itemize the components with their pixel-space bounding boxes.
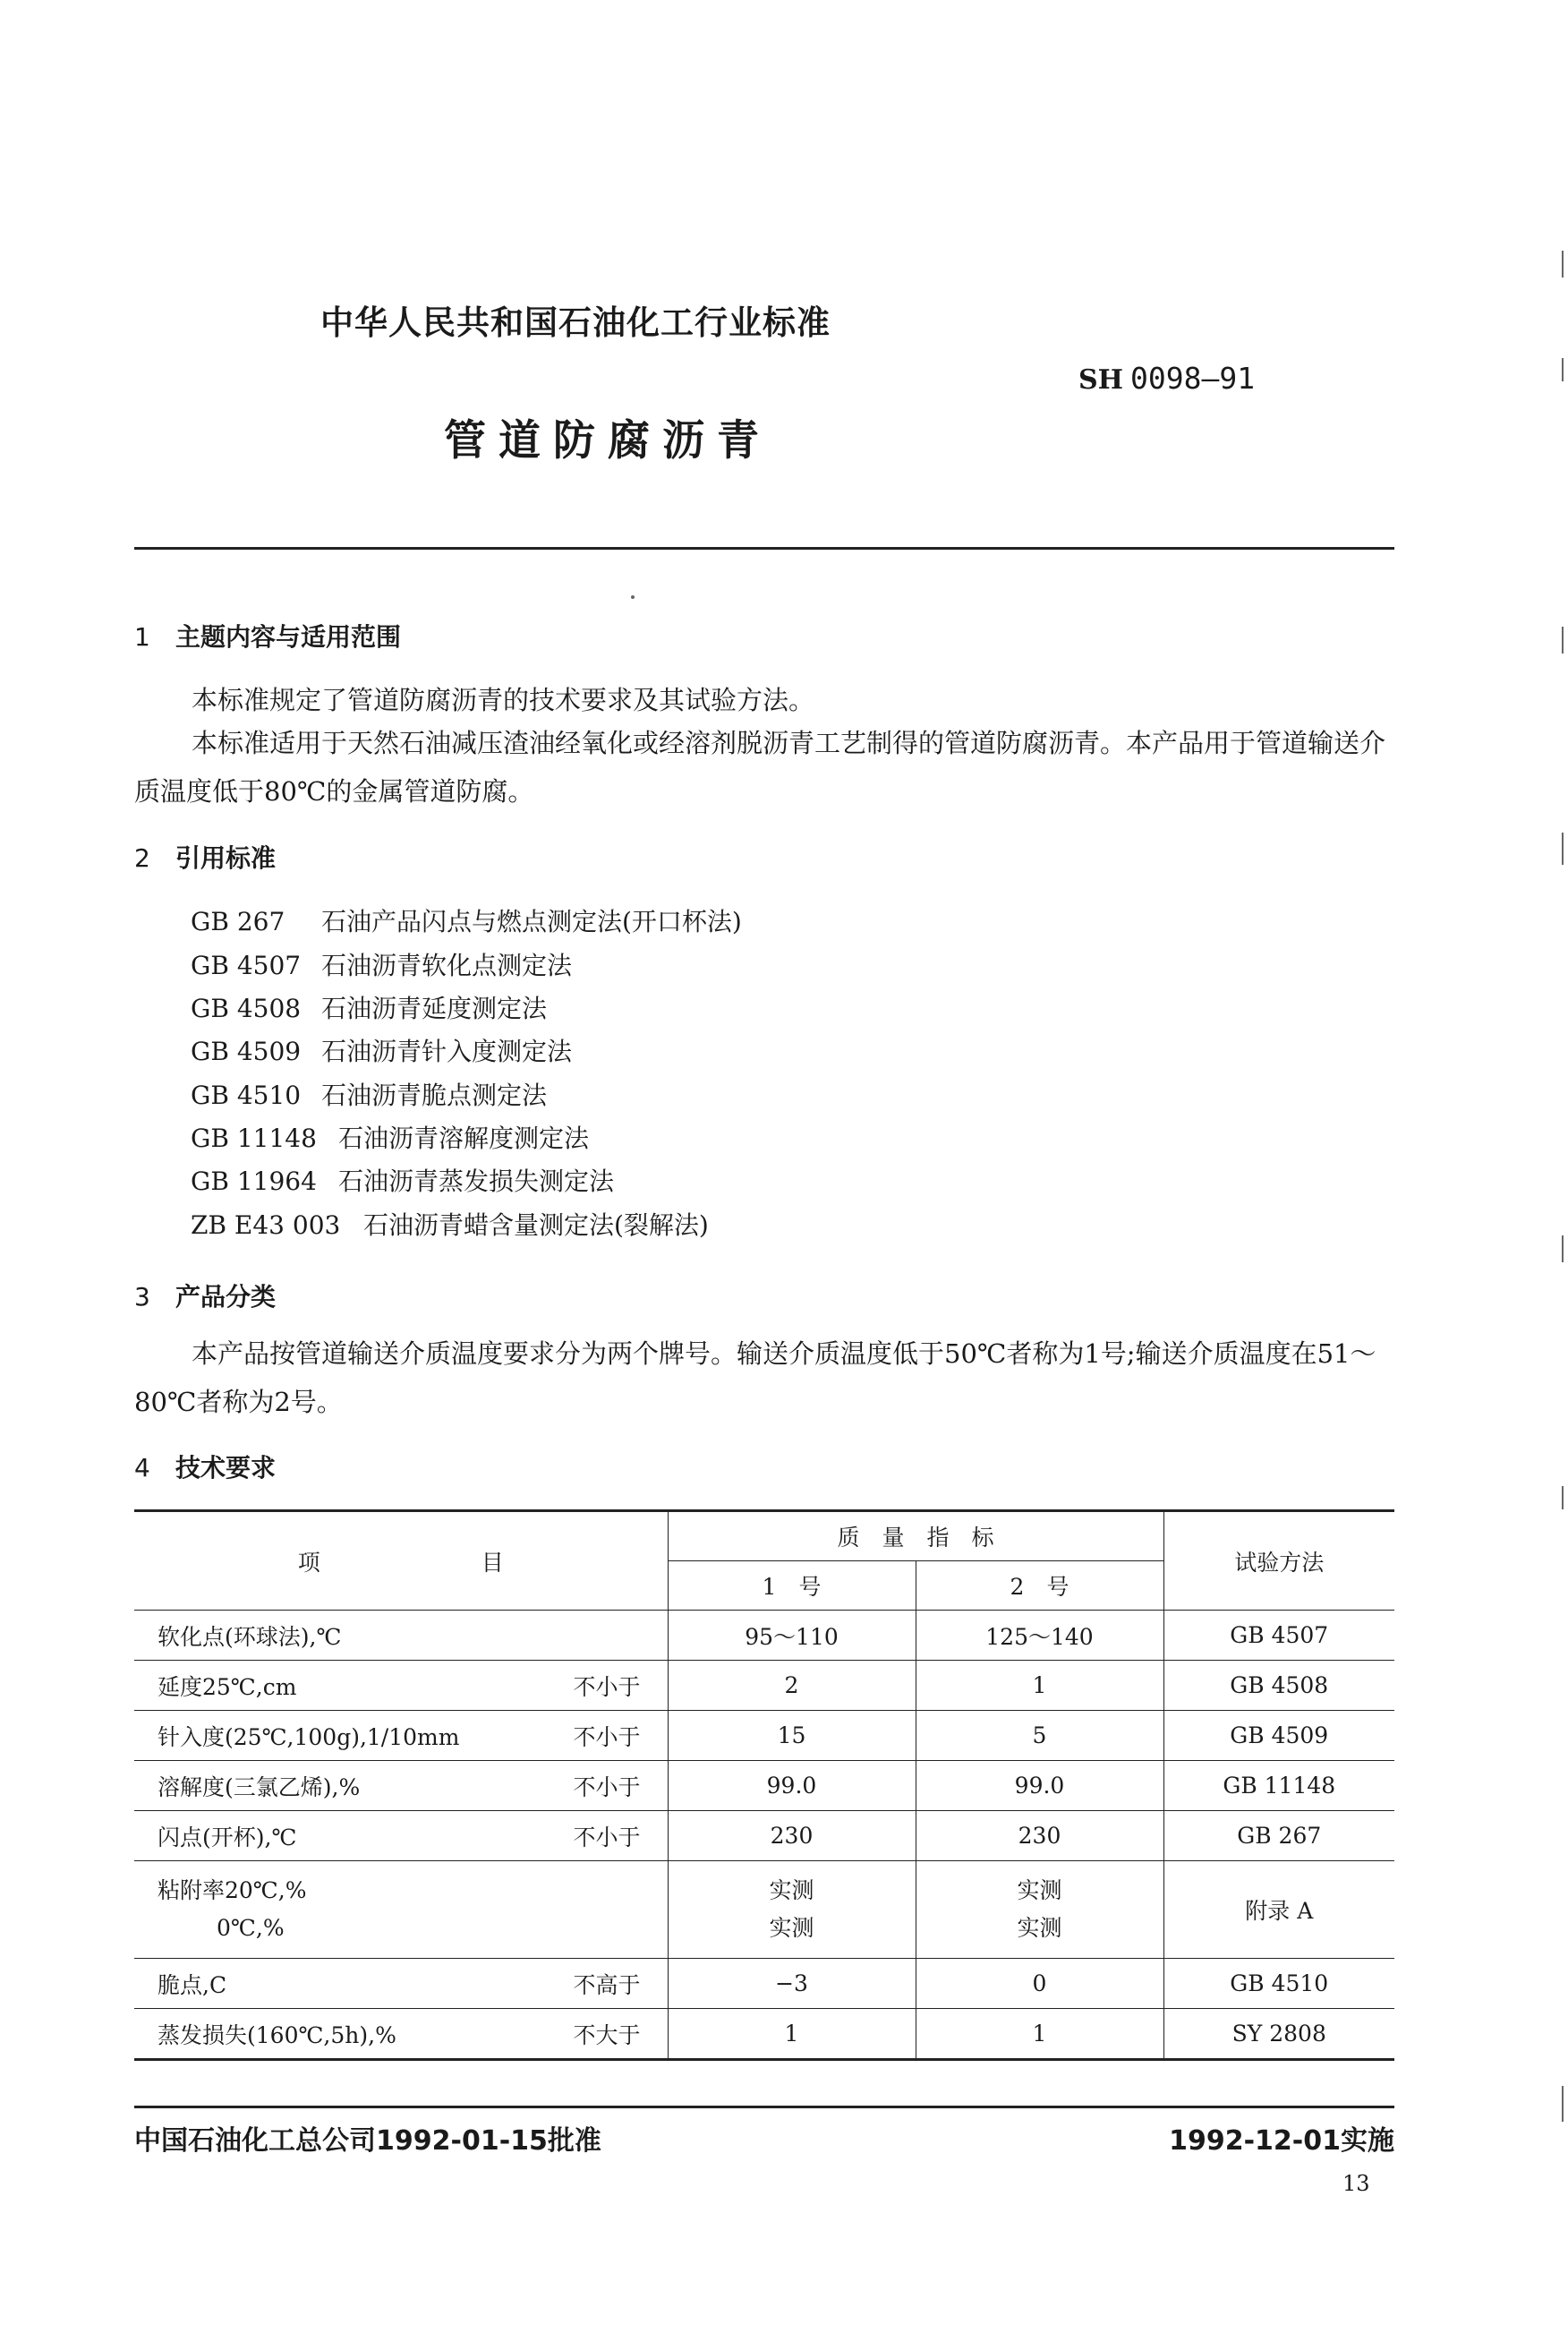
header-grade-2: 2 号 [916,1561,1163,1611]
section-4-heading [134,1449,276,1484]
table-row [134,1661,1394,1711]
header-rule [134,547,1394,550]
item-cell: 软化点(环球法),℃ [134,1611,668,1661]
reference-item: GB 11148 石油沥青溶解度测定法 [191,1124,590,1153]
test-method: 附录 A [1163,1861,1394,1959]
item-cell: 蒸发损失(160℃,5h),% 不大于 [134,2009,668,2060]
section-1-paragraph-2: 本标准适用于天然石油减压渣油经氧化或经溶剂脱沥青工艺制得的管道防腐沥青。本产品用于管道输送介质温度低于80℃的金属管道防腐。 [134,728,1386,807]
grade-1-value: 实测 实测 [668,1861,916,1959]
test-method: GB 4508 [1163,1661,1394,1711]
footer-rule [134,2106,1394,2108]
test-method: GB 267 [1163,1811,1394,1861]
scan-artifact [631,595,635,599]
reference-item: GB 11964 石油沥青蒸发损失测定法 [191,1166,615,1196]
scan-artifact [1562,2086,1564,2122]
header-test-method: 试验方法 [1163,1511,1394,1611]
scan-artifact [1562,1486,1564,1509]
grade-2-value: 5 [916,1711,1163,1761]
item-cell: 粘附率20℃,% 0℃,% [134,1861,668,1959]
section-number: 4 [134,1453,150,1483]
grade-2-value: 125～140 [916,1611,1163,1661]
grade-1-value: 15 [668,1711,916,1761]
header-grade-1: 1 号 [668,1561,916,1611]
table-row [134,1959,1394,2009]
standard-code [1078,361,1255,396]
section-number: 2 [134,843,150,873]
section-2-heading [134,839,276,875]
section-title: 技术要求 [175,1453,277,1483]
item-cell: 针入度(25℃,100g),1/10mm 不小于 [134,1711,668,1761]
grade-1-value: −3 [668,1959,916,2009]
reference-item: GB 4508 石油沥青延度测定法 [191,994,548,1023]
section-number: 3 [134,1282,150,1312]
grade-2-value: 实测 实测 [916,1861,1163,1959]
reference-item: GB 267 石油产品闪点与燃点测定法(开口杯法) [191,907,742,936]
approval-date: 中国石油化工总公司1992-01-15批准 [134,2125,601,2157]
test-method: GB 11148 [1163,1761,1394,1811]
item-cell: 溶解度(三氯乙烯),% 不小于 [134,1761,668,1811]
grade-2-value: 99.0 [916,1761,1163,1811]
test-method: GB 4509 [1163,1711,1394,1761]
grade-1-value: 2 [668,1661,916,1711]
table-row [134,1861,1394,1959]
implementation-date: 1992-12-01实施 [1169,2125,1394,2157]
scan-artifact [1562,627,1564,654]
table-row [134,1711,1394,1761]
test-method: GB 4510 [1163,1959,1394,2009]
standard-code-number: 0098—91 [1130,361,1256,396]
table-row [134,1611,1394,1661]
table-row [134,2009,1394,2060]
standard-code-prefix: SH [1078,364,1124,396]
scan-artifact [1562,1235,1564,1262]
grade-2-value: 230 [916,1811,1163,1861]
grade-1-value: 1 [668,2009,916,2060]
section-1-heading [134,618,401,654]
header-quality-index: 质 量 指 标 [668,1511,1163,1561]
grade-2-value: 1 [916,2009,1163,2060]
section-title: 产品分类 [175,1282,277,1312]
item-cell: 延度25℃,cm 不小于 [134,1661,668,1711]
section-title: 主题内容与适用范围 [175,622,402,652]
item-cell: 脆点,C 不高于 [134,1959,668,2009]
reference-item: ZB E43 003 石油沥青蜡含量测定法(裂解法) [191,1210,709,1240]
scan-artifact [1562,251,1564,278]
grade-2-value: 1 [916,1661,1163,1711]
section-3-heading [134,1278,276,1313]
page-number: 13 [1342,2171,1370,2196]
reference-item: GB 4509 石油沥青针入度测定法 [191,1037,573,1066]
section-number: 1 [134,622,150,652]
grade-1-value: 95～110 [668,1611,916,1661]
document-title: 管道防腐沥青 [444,416,771,466]
reference-item: GB 4510 石油沥青脆点测定法 [191,1081,548,1110]
technical-requirements-table [134,1509,1394,2061]
item-cell: 闪点(开杯),℃ 不小于 [134,1811,668,1861]
section-title: 引用标准 [175,843,277,873]
table-header-row [134,1511,1394,1561]
header-item: 项 目 [134,1511,668,1611]
section-3-paragraph-1: 本产品按管道输送介质温度要求分为两个牌号。输送介质温度低于50℃者称为1号;输送介质温度在51～80℃者称为2号。 [134,1338,1376,1417]
grade-2-value: 0 [916,1959,1163,2009]
grade-1-value: 230 [668,1811,916,1861]
reference-item: GB 4507 石油沥青软化点测定法 [191,951,573,980]
grade-1-value: 99.0 [668,1761,916,1811]
test-method: GB 4507 [1163,1611,1394,1661]
table-row [134,1761,1394,1811]
table-row [134,1811,1394,1861]
standard-org-line: 中华人民共和国石油化工行业标准 [320,303,831,342]
section-1-paragraph-1: 本标准规定了管道防腐沥青的技术要求及其试验方法。 [192,685,815,715]
test-method: SY 2808 [1163,2009,1394,2060]
scan-artifact [1562,833,1564,865]
scan-artifact [1562,358,1564,381]
